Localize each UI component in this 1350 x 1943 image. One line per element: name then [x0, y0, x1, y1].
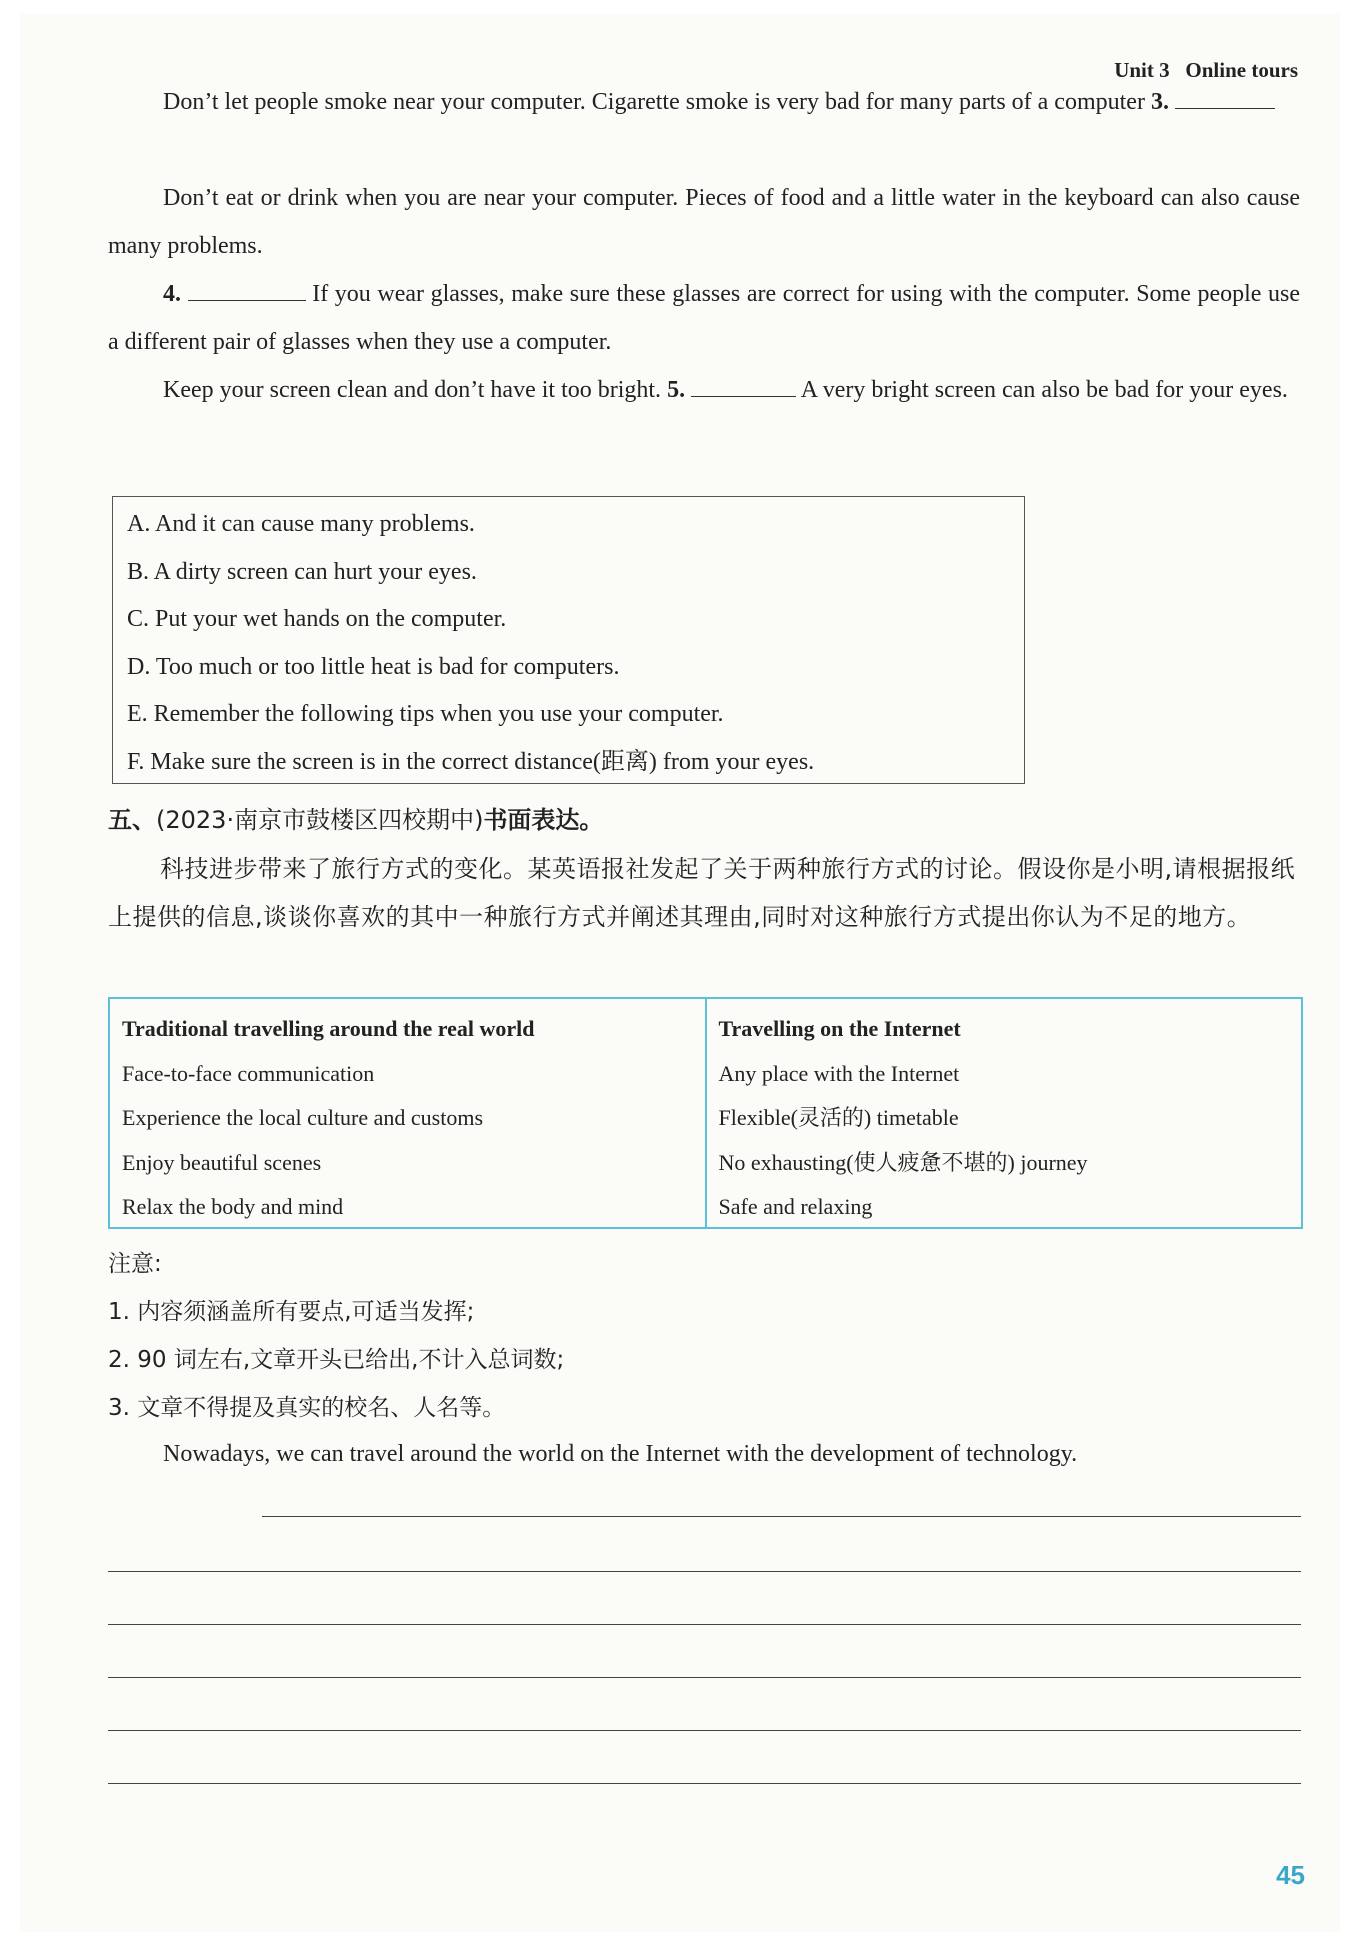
section-intro: 科技进步带来了旅行方式的变化。某英语报社发起了关于两种旅行方式的讨论。假设你是小明,请根据报纸上提供的信息,谈谈你喜欢的其中一种旅行方式并阐述其理由,同时对这种旅行方式提出你认为不足的地方。: [108, 855, 1296, 931]
answer-blank-4[interactable]: [188, 274, 306, 301]
header-title: Online tours: [1185, 58, 1298, 82]
paragraph-2: Don’t eat or drink when you are near your computer. Pieces of food and a little water in the keyboard can also cause many problems.: [108, 185, 1300, 259]
answer-blank-5[interactable]: [691, 370, 796, 397]
table-cell: Face-to-face communication: [122, 1060, 375, 1086]
section-label: 五、: [108, 806, 156, 834]
option-c: C. Put your wet hands on the computer.: [127, 606, 507, 632]
table-header-traditional: Traditional travelling around the real world: [122, 1016, 535, 1041]
table-cell: Enjoy beautiful scenes: [122, 1149, 322, 1175]
comparison-table: [108, 997, 1303, 1229]
question-number-5: 5.: [667, 377, 686, 403]
paragraph-4: [108, 366, 1300, 414]
paragraph-4-text-a: Keep your screen clean and don’t have it too bright.: [163, 377, 662, 403]
essay-start: [108, 1430, 1300, 1478]
answer-blank-3[interactable]: [1175, 82, 1275, 109]
header-unit: Unit 3: [1114, 58, 1170, 82]
section-title: [108, 800, 603, 840]
writing-line[interactable]: [108, 1730, 1301, 1731]
table-cell: No exhausting(使人疲惫不堪的) journey: [718, 1149, 1088, 1175]
table-header-internet: Travelling on the Internet: [718, 1016, 961, 1041]
note-item-3: 3. 文章不得提及真实的校名、人名等。: [108, 1395, 506, 1421]
paragraph-3: [108, 270, 1300, 366]
question-number-3: 3.: [1150, 89, 1169, 115]
writing-line[interactable]: [108, 1783, 1301, 1784]
section-source: (2023·南京市鼓楼区四校期中): [156, 806, 484, 834]
writing-line[interactable]: [108, 1624, 1301, 1625]
option-e: E. Remember the following tips when you use your computer.: [127, 701, 724, 727]
options-box: [112, 496, 1025, 784]
paragraph-4-text-b: A very bright screen can also be bad for your eyes.: [800, 377, 1288, 403]
option-f: F. Make sure the screen is in the correct distance(距离) from your eyes.: [127, 748, 815, 775]
notes-title: 注意:: [108, 1251, 162, 1277]
writing-line[interactable]: [262, 1516, 1301, 1517]
table-cell: Experience the local culture and customs: [122, 1105, 484, 1130]
table-cell: Safe and relaxing: [718, 1194, 873, 1219]
option-a: A. And it can cause many problems.: [127, 511, 475, 537]
table-cell: Flexible(灵活的) timetable: [718, 1105, 959, 1130]
note-item-1: 1. 内容须涵盖所有要点,可适当发挥;: [108, 1299, 475, 1325]
paragraph-3-text: If you wear glasses, make sure these glasses are correct for using with the computer. Some people use a different pair of glasses when they use a computer.: [108, 281, 1301, 355]
option-d: D. Too much or too little heat is bad for computers.: [127, 653, 620, 680]
paragraph-1: [108, 78, 1300, 126]
page-number: 45: [1276, 1860, 1305, 1890]
table-column-internet: [705, 999, 1302, 1227]
option-b: B. A dirty screen can hurt your eyes.: [127, 558, 477, 585]
writing-line[interactable]: [108, 1677, 1301, 1678]
question-number-4: 4.: [163, 281, 181, 307]
note-item-2: 2. 90 词左右,文章开头已给出,不计入总词数;: [108, 1347, 565, 1373]
table-column-traditional: [110, 999, 705, 1227]
table-cell: Relax the body and mind: [122, 1194, 344, 1219]
writing-line[interactable]: [108, 1571, 1301, 1572]
table-cell: Any place with the Internet: [718, 1060, 960, 1086]
paragraph-1-text: Don’t let people smoke near your computer. Cigarette smoke is very bad for many parts of a computer: [163, 89, 1145, 115]
section-heading: 书面表达。: [483, 806, 604, 834]
essay-start-text: Nowadays, we can travel around the world on the Internet with the development of technology.: [163, 1441, 1078, 1467]
